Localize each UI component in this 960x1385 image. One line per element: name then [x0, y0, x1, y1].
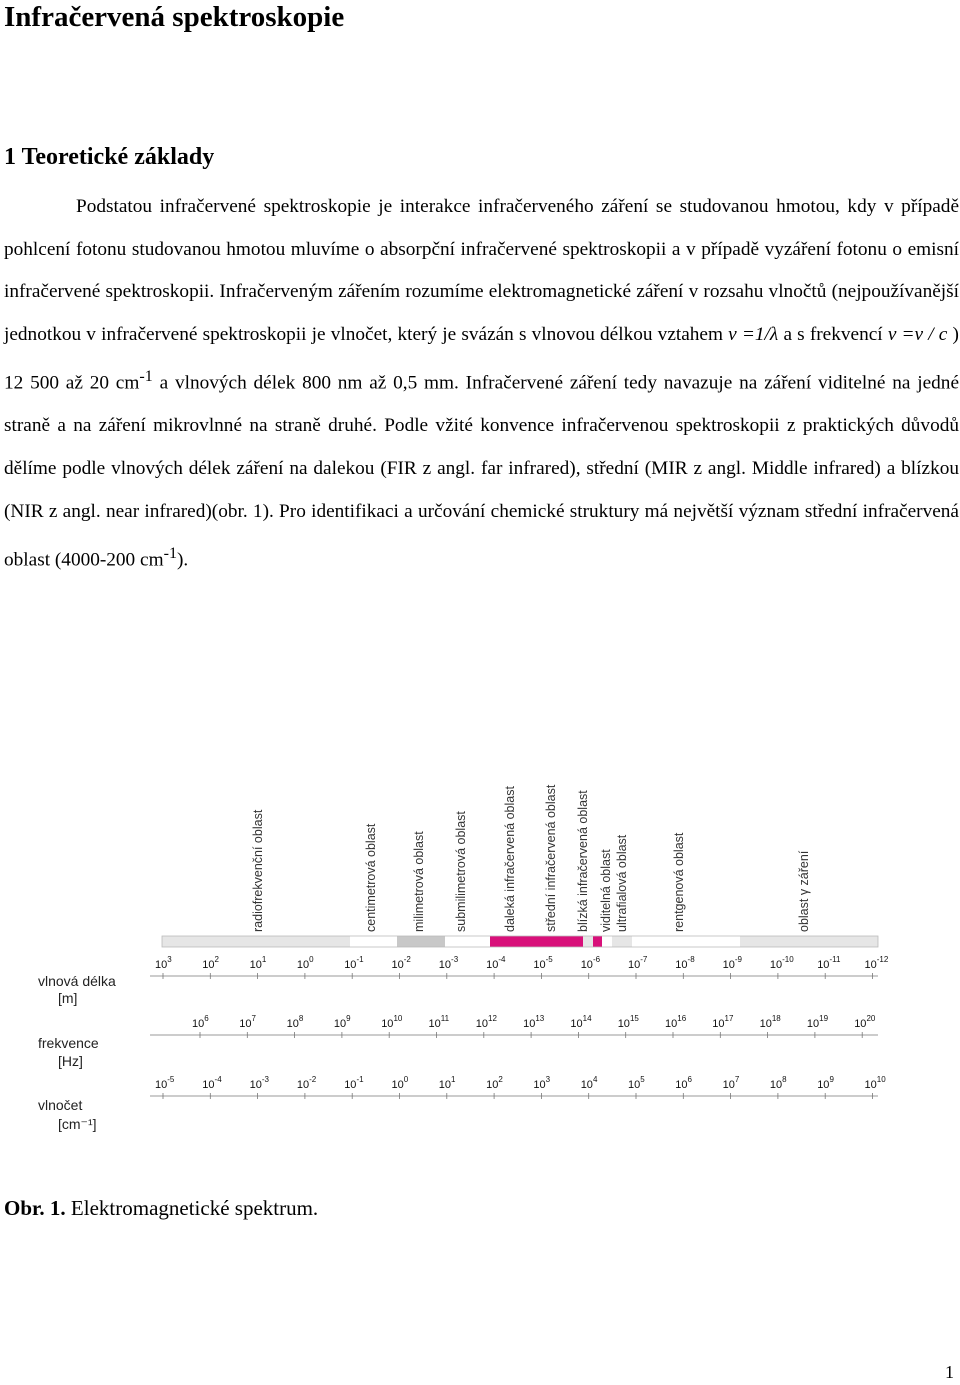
axis-name: vlnočet — [38, 1097, 83, 1113]
tick-base: 10 — [628, 959, 641, 971]
tick-base: 10 — [712, 1018, 725, 1030]
tick-label — [865, 1075, 887, 1091]
paragraph-text-4: a vlnových délek 800 nm až 0,5 mm. Infračervené záření tedy navazuje na záření viditelné na jedné straně a na záření mikrovlnné na straně druhé. Podle vžité konvence infračervenou spektroskopii z praktických důvodů dělíme podle vlnových délek záření na dalekou (FIR z angl. far infrared), střední (MIR z angl. Middle infrared) a blízkou (NIR z angl. near infrared)(obr. 1). Pro identifikaci a určování chemické struktury má největší význam střední infračervená oblast (4000-200 cm — [4, 372, 959, 571]
spectrum-segment — [397, 936, 445, 947]
tick-base: 10 — [806, 1018, 820, 1030]
region-label: viditelná oblast — [599, 849, 613, 932]
region-label: daleká infračervená oblast — [503, 786, 517, 932]
tick-base: 10 — [286, 1018, 299, 1030]
tick-base: 10 — [428, 1018, 441, 1030]
tick-label — [334, 1014, 351, 1030]
tick-label — [297, 955, 314, 971]
region-label: rentgenová oblast — [672, 832, 686, 932]
tick-label — [628, 955, 648, 971]
tick-exponent: 5 — [640, 1075, 645, 1084]
tick-label — [297, 1075, 317, 1091]
tick-label — [675, 955, 695, 971]
tick-exponent: 9 — [346, 1014, 351, 1023]
axis-name: vlnová délka — [38, 973, 116, 989]
tick-base: 10 — [155, 959, 168, 971]
tick-exponent: -1 — [356, 955, 364, 964]
tick-label — [486, 1075, 503, 1091]
spectrum-segment — [540, 936, 583, 947]
tick-label — [392, 1075, 409, 1091]
tick-exponent: 8 — [782, 1075, 787, 1084]
section-heading: 1 Teoretické základy — [4, 144, 215, 170]
tick-label — [533, 955, 553, 971]
tick-label — [865, 955, 889, 971]
tick-base: 10 — [202, 959, 215, 971]
axis-unit: [m] — [58, 990, 78, 1006]
axis-unit: [Hz] — [58, 1053, 83, 1069]
tick-label — [155, 1075, 175, 1091]
tick-base: 10 — [864, 959, 877, 971]
tick-exponent: -5 — [167, 1075, 175, 1084]
paragraph-text-1: Podstatou infračervené spektroskopie je interakce infračerveného záření se studovanou hmotou, kdy v případě pohlcení fotonu studovanou hmotou mluvíme o absorpční infračervené spektroskopii a v případě vyzáření fotonu o emisní infračervené spektroskopii. Infračerveným zářením rozumíme elektromagnetické záření v rozsahu vlnočtů (nejpoužívanější jednotkou v infračervené spektroskopii je vlnočet, který je svázán s vlnovou délkou vztahem — [4, 196, 959, 345]
tick-base: 10 — [296, 959, 310, 971]
tick-base: 10 — [769, 1079, 783, 1091]
tick-label — [523, 1014, 545, 1030]
paragraph-text-3: ) 12 500 až 20 cm — [4, 323, 959, 394]
tick-label — [155, 955, 172, 971]
tick-base: 10 — [533, 959, 546, 971]
tick-exponent: -10 — [782, 955, 794, 964]
tick-exponent: 1 — [261, 955, 267, 964]
tick-base: 10 — [675, 1079, 688, 1091]
tick-label — [628, 1075, 645, 1091]
tick-exponent: -11 — [829, 955, 841, 964]
tick-label — [439, 955, 459, 971]
tick-exponent: 7 — [734, 1075, 740, 1084]
tick-base: 10 — [722, 959, 735, 971]
tick-exponent: 3 — [167, 955, 172, 964]
spectrum-segment — [632, 936, 740, 947]
tick-exponent: -2 — [403, 955, 411, 964]
paragraph-text-2: a s frekvencí — [783, 323, 883, 345]
tick-label — [723, 955, 743, 971]
tick-label — [770, 955, 794, 971]
tick-base: 10 — [675, 959, 688, 971]
document-title: Infračervená spektroskopie — [4, 1, 345, 33]
tick-base: 10 — [523, 1018, 536, 1030]
tick-label — [250, 1075, 270, 1091]
tick-label — [392, 955, 412, 971]
tick-base: 10 — [665, 1018, 678, 1030]
superscript-1: -1 — [139, 368, 153, 386]
tick-base: 10 — [391, 959, 404, 971]
tick-base: 10 — [249, 1079, 262, 1091]
region-label: blízká infračervená oblast — [576, 790, 590, 932]
region-label: střední infračervená oblast — [544, 784, 558, 932]
tick-label — [287, 1014, 304, 1030]
tick-exponent: -6 — [592, 955, 601, 964]
tick-base: 10 — [486, 1079, 499, 1091]
tick-base: 10 — [864, 1079, 877, 1091]
tick-base: 10 — [202, 1079, 215, 1091]
tick-base: 10 — [239, 1018, 252, 1030]
tick-base: 10 — [854, 1018, 867, 1030]
tick-label — [665, 1014, 687, 1030]
tick-label — [381, 1014, 403, 1030]
tick-base: 10 — [580, 1079, 593, 1091]
region-label: radiofrekvenční oblast — [251, 809, 265, 932]
tick-label — [486, 955, 506, 971]
tick-exponent: -4 — [498, 955, 506, 964]
tick-label — [250, 955, 267, 971]
tick-base: 10 — [438, 1079, 452, 1091]
tick-label — [429, 1014, 450, 1030]
tick-base: 10 — [617, 1018, 630, 1030]
tick-label — [618, 1014, 640, 1030]
tick-exponent: -1 — [356, 1075, 364, 1084]
tick-exponent: -9 — [734, 955, 742, 964]
tick-base: 10 — [486, 959, 499, 971]
axis-unit: [cm⁻¹] — [58, 1116, 97, 1132]
spectrum-segment — [740, 936, 878, 947]
tick-label — [723, 1075, 740, 1091]
spectrum-segment — [445, 936, 490, 947]
tick-base: 10 — [570, 1018, 583, 1030]
tick-exponent: 6 — [687, 1075, 693, 1084]
tick-label — [439, 1075, 456, 1091]
tick-base: 10 — [155, 1079, 168, 1091]
tick-exponent: 2 — [498, 1075, 503, 1084]
body-paragraph — [4, 186, 959, 582]
tick-label — [239, 1014, 256, 1030]
axis-name: frekvence — [38, 1035, 99, 1051]
tick-exponent: 17 — [724, 1014, 734, 1023]
tick-base: 10 — [722, 1079, 735, 1091]
superscript-2: -1 — [163, 545, 177, 563]
tick-base: 10 — [249, 959, 262, 971]
tick-label — [760, 1014, 782, 1030]
tick-base: 10 — [533, 1079, 546, 1091]
spectrum-segment — [490, 936, 540, 947]
tick-label — [581, 955, 601, 971]
region-label: ultrafialová oblast — [615, 834, 629, 932]
region-label: oblast γ záření — [797, 850, 811, 932]
tick-label — [202, 1075, 222, 1091]
formula-wavenumber: ν =1/λ — [728, 323, 779, 345]
tick-base: 10 — [759, 1018, 772, 1030]
tick-exponent: 20 — [866, 1014, 876, 1023]
tick-label — [770, 1075, 787, 1091]
tick-exponent: -2 — [309, 1075, 317, 1084]
tick-exponent: 15 — [629, 1014, 639, 1023]
spectrum-figure — [0, 720, 960, 1160]
tick-exponent: -12 — [876, 955, 889, 964]
tick-base: 10 — [475, 1018, 489, 1030]
tick-base: 10 — [296, 1079, 310, 1091]
tick-base: 10 — [580, 959, 593, 971]
tick-label — [192, 1014, 209, 1030]
figure-caption — [4, 1193, 318, 1223]
tick-exponent: -5 — [545, 955, 553, 964]
tick-exponent: 11 — [440, 1014, 450, 1023]
tick-base: 10 — [628, 1079, 641, 1091]
tick-base: 10 — [817, 959, 830, 971]
tick-exponent: 12 — [488, 1014, 497, 1023]
tick-exponent: 13 — [535, 1014, 545, 1023]
tick-base: 10 — [344, 1079, 357, 1091]
tick-label — [581, 1075, 598, 1091]
tick-exponent: 3 — [545, 1075, 551, 1084]
tick-label — [817, 1075, 834, 1091]
tick-exponent: 10 — [876, 1075, 886, 1084]
tick-base: 10 — [817, 1079, 830, 1091]
tick-base: 10 — [344, 959, 357, 971]
tick-label — [807, 1014, 829, 1030]
tick-label — [476, 1014, 498, 1030]
tick-label — [533, 1075, 550, 1091]
caption-label: Obr. 1. — [4, 1196, 66, 1220]
caption-text: Elektromagnetické spektrum. — [70, 1196, 319, 1220]
spectrum-segment — [593, 936, 602, 947]
spectrum-segment — [602, 936, 612, 947]
spectrum-segment — [162, 936, 350, 947]
tick-exponent: -4 — [214, 1075, 222, 1084]
tick-exponent: 0 — [309, 955, 314, 964]
tick-exponent: -3 — [261, 1075, 269, 1084]
tick-label — [570, 1014, 592, 1030]
tick-exponent: 8 — [298, 1014, 304, 1023]
tick-exponent: 19 — [819, 1014, 829, 1023]
spectrum-segment — [583, 936, 593, 947]
spectrum-segment — [350, 936, 397, 947]
tick-base: 10 — [381, 1018, 394, 1030]
tick-exponent: -8 — [687, 955, 695, 964]
tick-base: 10 — [391, 1079, 404, 1091]
tick-label — [344, 1075, 364, 1091]
tick-base: 10 — [769, 959, 783, 971]
tick-exponent: 6 — [204, 1014, 209, 1023]
tick-exponent: 16 — [677, 1014, 687, 1023]
tick-label — [854, 1014, 876, 1030]
tick-exponent: 1 — [451, 1075, 456, 1084]
tick-label — [817, 955, 841, 971]
tick-label — [344, 955, 364, 971]
region-label: milimetrová oblast — [412, 831, 426, 932]
tick-exponent: 7 — [251, 1014, 257, 1023]
formula-frequency: ν =ν / c — [887, 323, 948, 345]
tick-exponent: -3 — [451, 955, 459, 964]
region-label: centimetrová oblast — [364, 823, 378, 932]
tick-exponent: -7 — [640, 955, 648, 964]
tick-exponent: 2 — [214, 955, 220, 964]
tick-label — [712, 1014, 734, 1030]
tick-exponent: 9 — [829, 1075, 834, 1084]
tick-exponent: 10 — [393, 1014, 403, 1023]
tick-exponent: 18 — [771, 1014, 781, 1023]
tick-label — [675, 1075, 692, 1091]
region-label: submilimetrová oblast — [454, 811, 468, 932]
spectrum-segment — [612, 936, 632, 947]
spectrum-diagram — [0, 720, 960, 1160]
tick-base: 10 — [192, 1018, 205, 1030]
paragraph-text-5: ). — [177, 549, 189, 571]
tick-exponent: 14 — [582, 1014, 592, 1023]
tick-base: 10 — [333, 1018, 347, 1030]
tick-label — [202, 955, 219, 971]
tick-base: 10 — [438, 959, 452, 971]
tick-exponent: 4 — [592, 1075, 598, 1084]
page-number: 1 — [945, 1362, 954, 1382]
tick-exponent: 0 — [403, 1075, 409, 1084]
